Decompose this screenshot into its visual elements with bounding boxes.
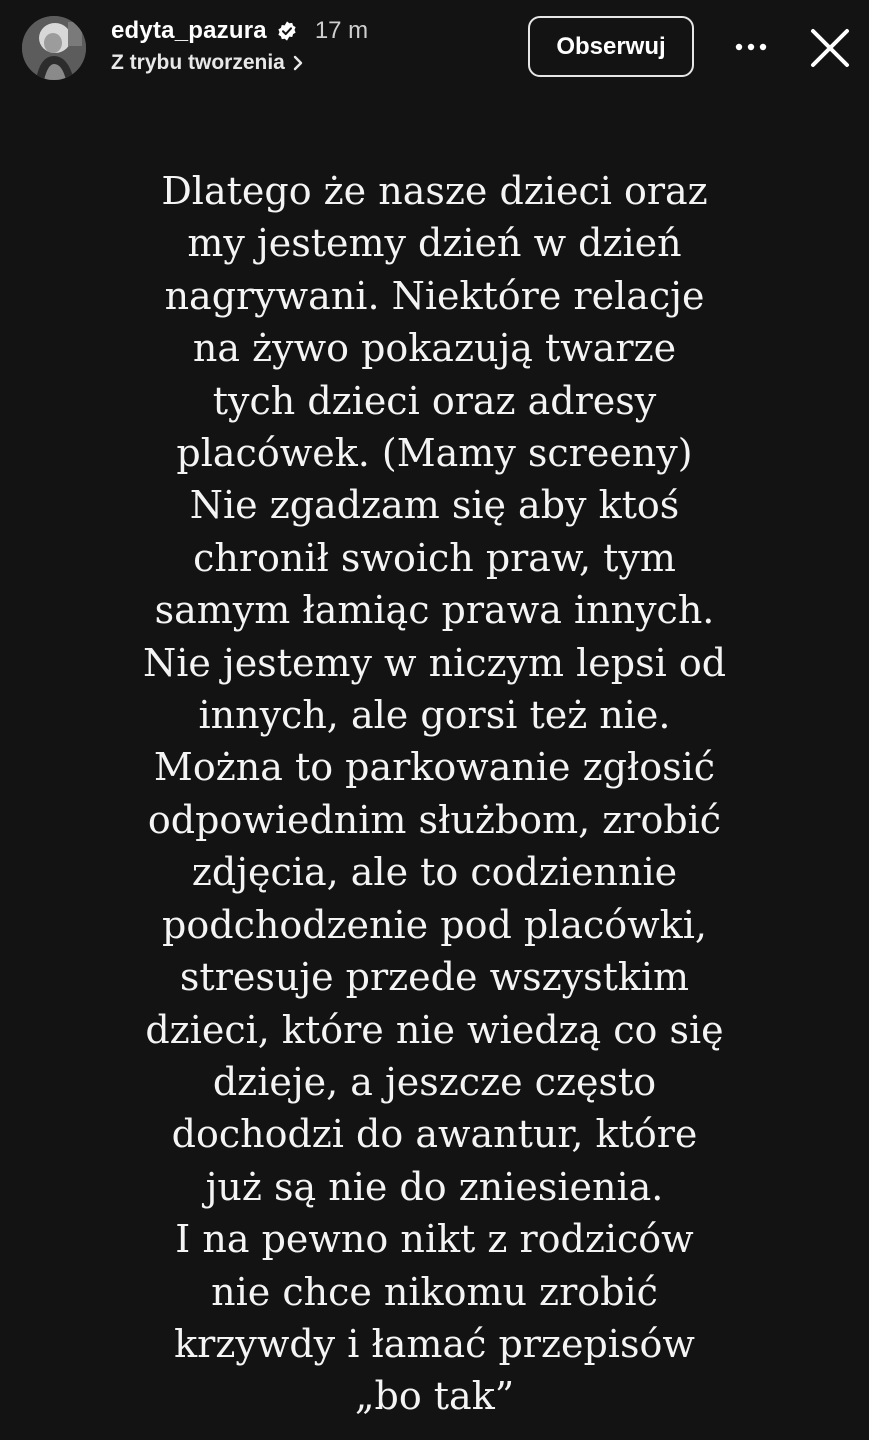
close-button[interactable]	[802, 20, 858, 76]
follow-button[interactable]: Obserwuj	[528, 16, 694, 77]
username-row	[111, 15, 368, 47]
story-line: dzieci, które nie wiedzą co się	[145, 1007, 724, 1052]
created-from-label: Z trybu tworzenia	[111, 51, 285, 74]
story-header	[0, 0, 869, 100]
story-line: samym łamiąc prawa innych.	[154, 588, 715, 633]
avatar[interactable]	[22, 16, 86, 80]
close-icon	[808, 26, 852, 70]
story-line: tych dzieci oraz adresy	[212, 378, 657, 423]
story-line: zdjęcia, ale to codziennie	[191, 850, 678, 895]
story-line: Nie zgadzam się aby ktoś	[189, 483, 680, 528]
story-line: „bo tak”	[354, 1374, 515, 1419]
verified-badge-icon	[276, 20, 298, 42]
story-line: krzywdy i łamać przepisów	[174, 1321, 695, 1366]
more-options-icon	[731, 41, 771, 53]
more-options-button[interactable]	[726, 22, 776, 72]
story-line: już są nie do zniesienia.	[205, 1164, 664, 1209]
story-line: innych, ale gorsi też nie.	[198, 693, 671, 738]
story-line: dochodzi do awantur, które	[171, 1112, 698, 1157]
story-line: chronił swoich praw, tym	[193, 535, 676, 580]
story-line: Dlatego że nasze dzieci oraz	[161, 169, 708, 213]
story-line: nie chce nikomu zrobić	[211, 1269, 658, 1314]
story-timestamp: 17 m	[314, 17, 369, 44]
story-line: stresuje przede wszystkim	[179, 955, 690, 1000]
avatar-image	[22, 16, 86, 80]
story-line: I na pewno nikt z rodziców	[175, 1217, 694, 1262]
story-line: podchodzenie pod placówki,	[162, 902, 707, 947]
story-line: placówek. (Mamy screeny)	[176, 431, 693, 476]
username-link[interactable]: edyta_pazura	[111, 17, 267, 44]
story-line: odpowiednim służbom, zrobić	[147, 797, 722, 842]
story-line: nagrywani. Niektóre relacje	[164, 273, 705, 318]
created-from-link[interactable]	[111, 48, 305, 78]
story-text	[60, 165, 809, 1423]
story-line: Nie jestemy w niczym lepsi od	[142, 640, 727, 685]
story-line: my jestemy dzień w dzień	[187, 221, 682, 266]
story-line: Można to parkowanie zgłosić	[153, 745, 716, 790]
story-line: dzieje, a jeszcze często	[212, 1059, 657, 1104]
chevron-right-icon	[291, 54, 305, 72]
story-line: na żywo pokazują twarze	[192, 326, 677, 371]
